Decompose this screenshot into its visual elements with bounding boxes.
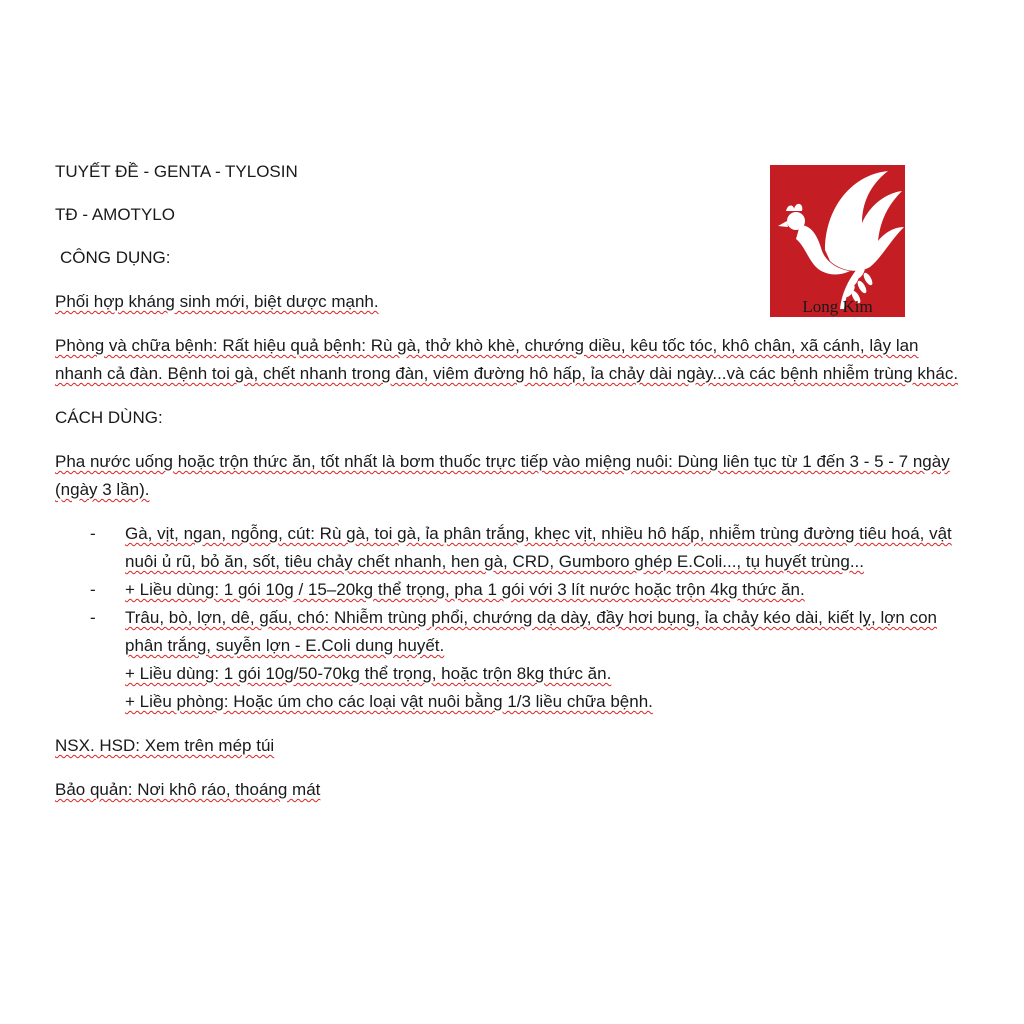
livestock-dosage: + Liều dùng: 1 gói 10g/50-70kg thể trọng, hoặc trộn 8kg thức ăn.: [125, 664, 612, 683]
uses-paragraph-2: Phòng và chữa bệnh: Rất hiệu quả bệnh: Rù gà, thở khò khè, chướng diều, kêu tốc tóc, khô chân, xã cánh, lây lan nhanh cả đàn. Bệnh toi gà, chết nhanh trong đàn, viêm đường hô hấp, ỉa chảy dài ngày...và các bệnh nhiễm trùng khác.: [55, 336, 959, 383]
product-name: TUYẾT ĐỀ - GENTA - TYLOSIN: [55, 162, 298, 181]
brand-name: Long Kim: [802, 297, 873, 316]
livestock-prevention-dose: + Liều phòng: Hoặc úm cho các loại vật nuôi bằng 1/3 liều chữa bệnh.: [125, 692, 653, 711]
bullet-dash: -: [90, 608, 96, 627]
brand-logo: [770, 165, 905, 317]
storage-note: Bảo quản: Nơi khô ráo, thoáng mát: [55, 780, 321, 799]
list-item: [55, 520, 967, 576]
rooster-icon: [770, 165, 905, 317]
dosage-list: [55, 520, 967, 716]
usage-paragraph: Pha nước uống hoặc trộn thức ăn, tốt nhất là bơm thuốc trực tiếp vào miệng nuôi: Dùng liên tục từ 1 đến 3 - 5 - 7 ngày (ngày 3 lần).: [55, 452, 950, 499]
product-code: TĐ - AMOTYLO: [55, 205, 175, 224]
bullet-dash: -: [90, 524, 96, 543]
usage-heading: CÁCH DÙNG:: [55, 408, 163, 427]
uses-heading: CÔNG DỤNG:: [60, 248, 171, 267]
manufacture-expiry-note: NSX. HSD: Xem trên mép túi: [55, 736, 275, 755]
list-item: [55, 604, 967, 716]
list-item: [55, 576, 967, 604]
poultry-dosage: + Liều dùng: 1 gói 10g / 15–20kg thể trọng, pha 1 gói với 3 lít nước hoặc trộn 4kg thức ăn.: [125, 580, 805, 599]
bullet-dash: -: [90, 580, 96, 599]
uses-paragraph-1: Phối hợp kháng sinh mới, biệt dược mạnh.: [55, 292, 379, 311]
livestock-indications: Trâu, bò, lợn, dê, gấu, chó: Nhiễm trùng phổi, chướng dạ dày, đầy hơi bụng, ỉa chảy kéo dài, kiết lỵ, lợn con phân trắng, suyễn lợn - E.Coli dung huyết.: [125, 608, 937, 655]
poultry-indications: Gà, vịt, ngan, ngỗng, cút: Rù gà, toi gà, ỉa phân trắng, khẹc vịt, nhiều hô hấp, nhiễm trùng đường tiêu hoá, vật nuôi ủ rũ, bỏ ăn, sốt, tiêu chảy chết nhanh, hen gà, CRD, Gumboro ghép E.Coli..., tụ huyết trùng...: [125, 524, 952, 571]
